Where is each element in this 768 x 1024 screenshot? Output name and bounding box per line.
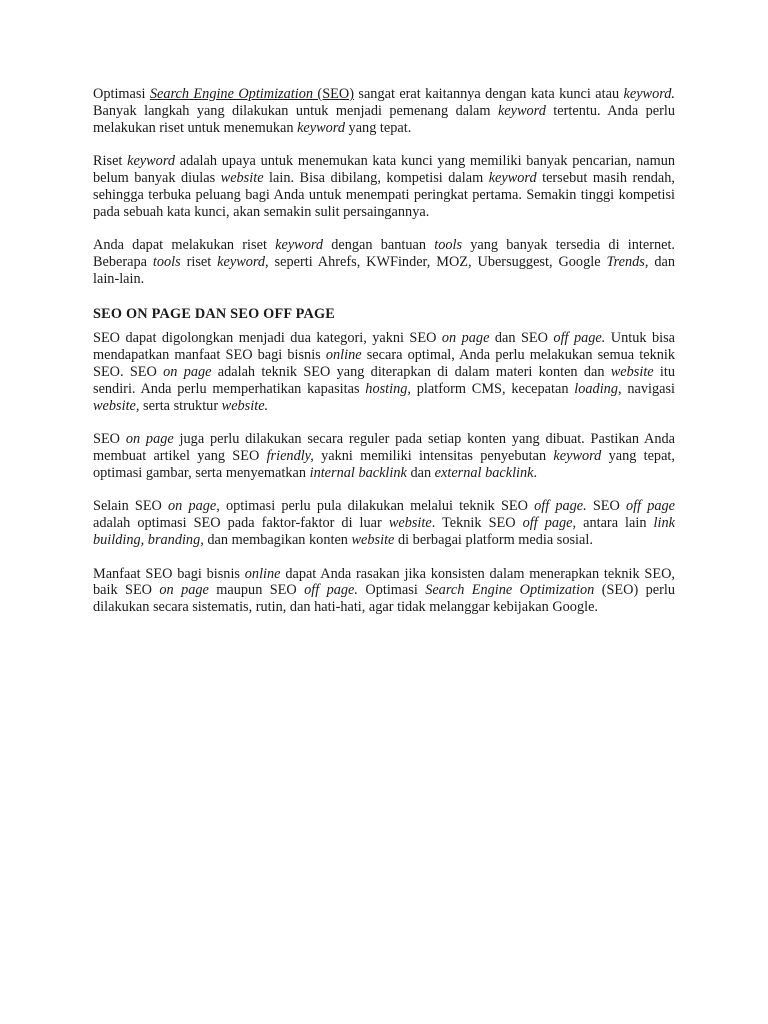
italic-term: internal backlink bbox=[309, 464, 407, 481]
italic-term: on page bbox=[125, 431, 174, 448]
italic-term: keyword bbox=[488, 169, 537, 186]
italic-term: off page. bbox=[304, 582, 358, 599]
italic-term: keyword bbox=[553, 447, 602, 464]
italic-term: external backlink bbox=[434, 464, 534, 481]
italic-term: keyword, bbox=[217, 253, 269, 270]
paragraph-off-page: Selain SEO on page, optimasi perlu pula dilakukan melalui teknik SEO off page. SEO off page adalah optimasi SEO pada faktor-faktor di luar website. Teknik SEO off page, antara lain link building, branding, dan membagikan konten website di berbagai platform media sosial. bbox=[93, 498, 675, 548]
intro-section bbox=[93, 86, 675, 288]
italic-term: tools bbox=[152, 253, 181, 270]
italic-term: on page bbox=[159, 582, 209, 599]
italic-term: website bbox=[388, 515, 432, 532]
italic-term: keyword bbox=[497, 102, 546, 119]
italic-term: link building, branding, bbox=[93, 515, 675, 548]
italic-term: website. bbox=[221, 397, 269, 414]
italic-term: keyword. bbox=[623, 86, 675, 102]
italic-term: off page, bbox=[522, 515, 577, 532]
italic-term: loading, bbox=[574, 380, 622, 397]
italic-term: Search Engine Optimization bbox=[425, 582, 595, 599]
italic-term: keyword bbox=[275, 237, 324, 254]
paragraph-keyword-tools: Anda dapat melakukan riset keyword dengan bantuan tools yang banyak tersedia di internet. Beberapa tools riset keyword, seperti Ahrefs, KWFinder, MOZ, Ubersuggest, Google Trends, dan lain-lain. bbox=[93, 237, 675, 287]
paragraph-benefits: Manfaat SEO bagi bisnis online dapat Anda rasakan jika konsisten dalam menerapkan teknik SEO, baik SEO on page maupun SEO off page. Optimasi Search Engine Optimization (SEO) perlu dilakukan secara sistematis, rutin, dan hati-hati, agar tidak melanggar kebijakan Google. bbox=[93, 565, 675, 616]
paragraph-on-page: SEO on page juga perlu dilakukan secara reguler pada setiap konten yang dibuat. Pastikan Anda membuat artikel yang SEO friendly, yakni memiliki intensitas penyebutan keyword yang tepat, optimasi gambar, serta menyematkan internal backlink dan external backlink. bbox=[93, 431, 675, 481]
italic-term: off page. bbox=[534, 498, 587, 515]
underlined-text: (SEO) bbox=[313, 86, 354, 102]
italic-term: online bbox=[325, 347, 362, 364]
italic-term: friendly, bbox=[266, 447, 314, 464]
italic-term: on page bbox=[441, 330, 490, 347]
italic-term: off page bbox=[625, 498, 675, 515]
paragraph-seo-intro: Optimasi Search Engine Optimization (SEO) sangat erat kaitannya dengan kata kunci atau keyword. Banyak langkah yang dilakukan untuk menjadi pemenang dalam keyword tertentu. Anda perlu melakukan riset untuk menemukan keyword yang tepat. bbox=[93, 86, 675, 136]
on-off-page-section bbox=[93, 330, 675, 616]
paragraph-keyword-research: Riset keyword adalah upaya untuk menemukan kata kunci yang memiliki banyak pencarian, namun belum banyak diulas website lain. Bisa dibilang, kompetisi dalam keyword tersebut masih rendah, sehingga terbuka peluang bagi Anda untuk menempati peringkat pertama. Semakin tinggi kompetisi pada sebuah kata kunci, akan semakin sulit persaingannya. bbox=[93, 153, 675, 220]
italic-term: off page. bbox=[553, 330, 606, 347]
italic-term: keyword bbox=[127, 153, 176, 170]
italic-term: tools bbox=[434, 237, 463, 254]
italic-term: Search Engine Optimization bbox=[149, 86, 314, 102]
italic-term: website bbox=[610, 363, 654, 380]
paragraph-seo-categories: SEO dapat digolongkan menjadi dua kategori, yakni SEO on page dan SEO off page. Untuk bisa mendapatkan manfaat SEO bagi bisnis online secara optimal, Anda perlu melakukan semua teknik SEO. SEO on page adalah teknik SEO yang diterapkan di dalam materi konten dan website itu sendiri. Anda perlu memperhatikan kapasitas hosting, platform CMS, kecepatan loading, navigasi website, serta struktur website. bbox=[93, 330, 676, 414]
italic-term: keyword bbox=[297, 119, 345, 136]
italic-term: website bbox=[220, 169, 264, 186]
italic-term: on page, bbox=[168, 498, 220, 515]
italic-term: hosting, bbox=[365, 380, 411, 397]
italic-term: Trends bbox=[606, 253, 645, 270]
italic-term: on page bbox=[163, 363, 212, 380]
document-page bbox=[93, 86, 675, 633]
italic-term: website bbox=[351, 531, 395, 548]
italic-term: online bbox=[244, 565, 281, 582]
italic-term: website, bbox=[93, 397, 140, 414]
section-heading: SEO ON PAGE DAN SEO OFF PAGE bbox=[93, 305, 336, 322]
